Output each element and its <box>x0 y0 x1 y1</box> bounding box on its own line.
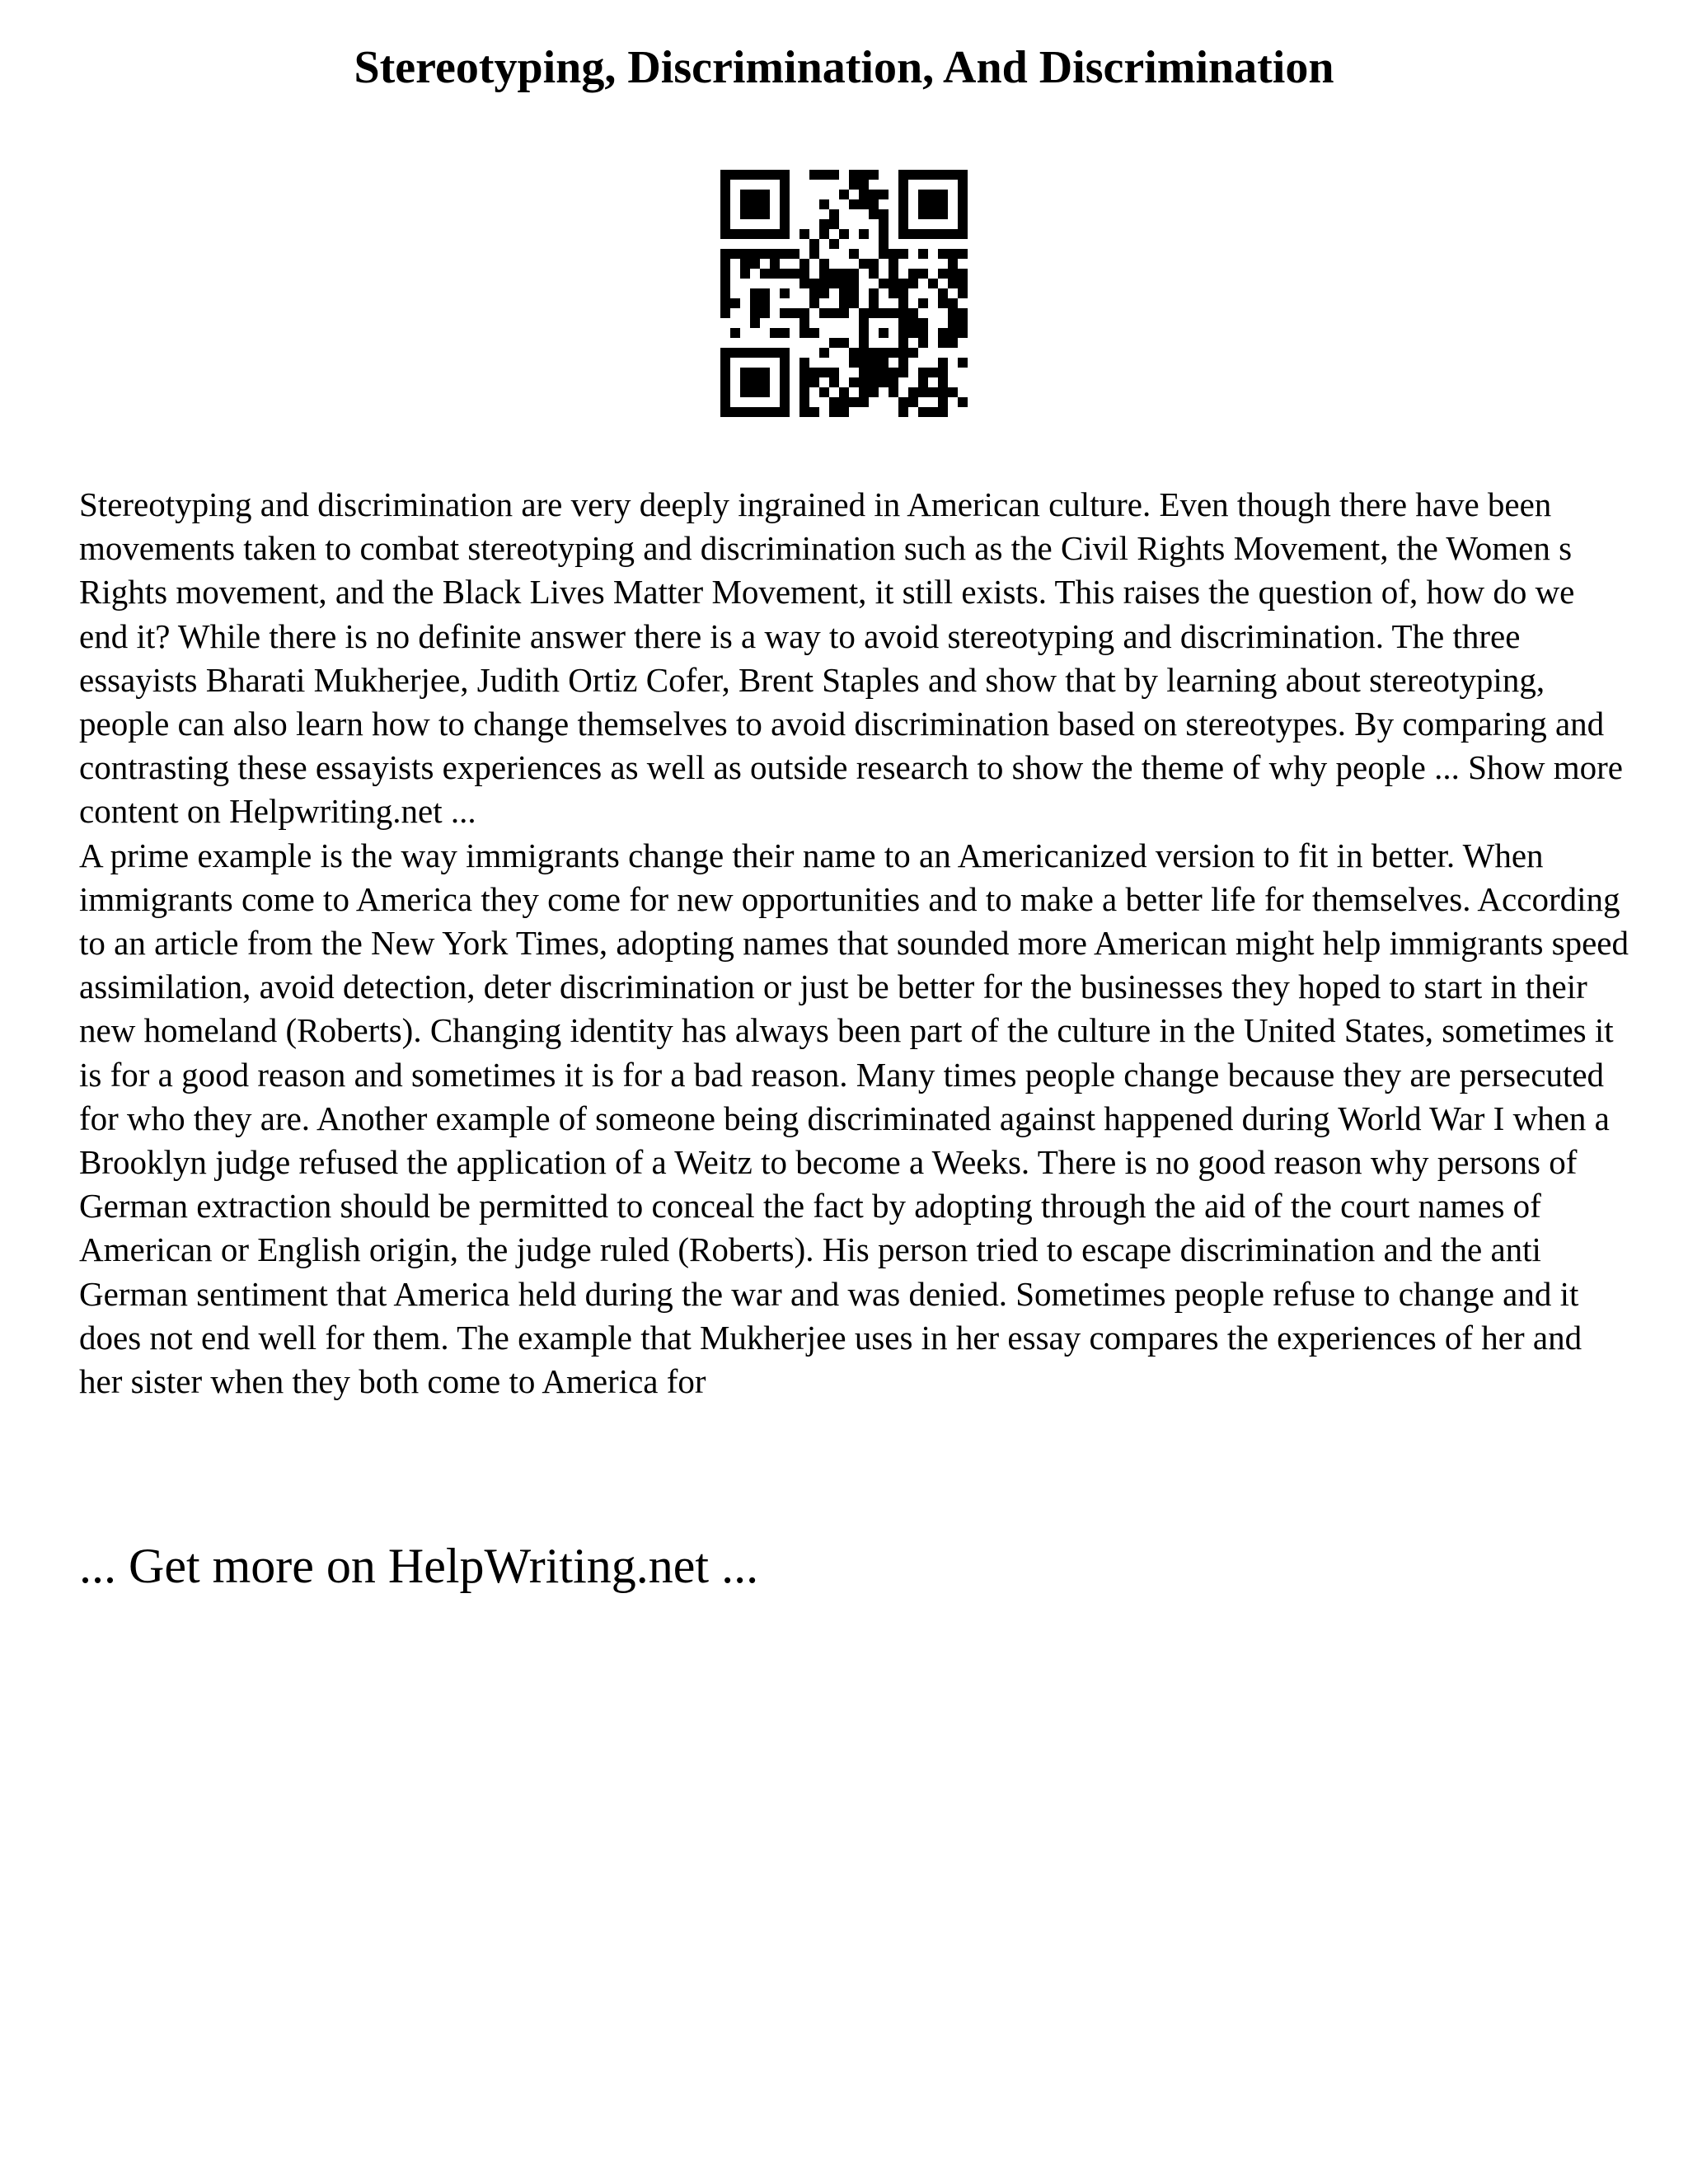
get-more-link[interactable]: ... Get more on HelpWriting.net ... <box>79 1539 759 1593</box>
page-title: Stereotyping, Discrimination, And Discrimination <box>354 42 1334 93</box>
essay-body <box>79 483 1629 1404</box>
qr-code[interactable] <box>720 170 968 417</box>
paragraph-2: A prime example is the way immigrants change their name to an Americanized version to fit in better. When immigrants come to America they come for new opportunities and to make a better life for themselves. According to an article from the New York Times, adopting names that sounded more American might help immigrants speed assimilation, avoid detection, deter discrimination or just be better for the businesses they hoped to start in their new homeland (Roberts). Changing identity has always been part of the culture in the United States, sometimes it is for a good reason and sometimes it is for a bad reason. Many times people change because they are persecuted for who they are. Another example of someone being discriminated against happened during World War I when a Brooklyn judge refused the application of a Weitz to become a Weeks. There is no good reason why persons of German extraction should be permitted to conceal the fact by adopting through the aid of the court names of American or English origin, the judge ruled (Roberts). His person tried to escape discrimination and the anti German sentiment that America held during the war and was denied. Sometimes people refuse to change and it does not end well for them. The example that Mukherjee uses in her essay compares the experiences of her and her sister when they both come to America for <box>79 836 1629 1401</box>
paragraph-1: Stereotyping and discrimination are very deeply ingrained in American culture. Even though there have been movements taken to combat stereotyping and discrimination such as the Civil Rights Movement, the Women s Rights movement, and the Black Lives Matter Movement, it still exists. This raises the question of, how do we end it? While there is no definite answer there is a way to avoid stereotyping and discrimination. The three essayists Bharati Mukherjee, Judith Ortiz Cofer, Brent Staples and show that by learning about stereotyping, people can also learn how to change themselves to avoid discrimination based on stereotypes. By comparing and contrasting these essayists experiences as well as outside research to show the theme of why people ... Show more content on Helpwriting.net ... <box>79 485 1623 831</box>
qr-code-icon <box>720 170 968 417</box>
